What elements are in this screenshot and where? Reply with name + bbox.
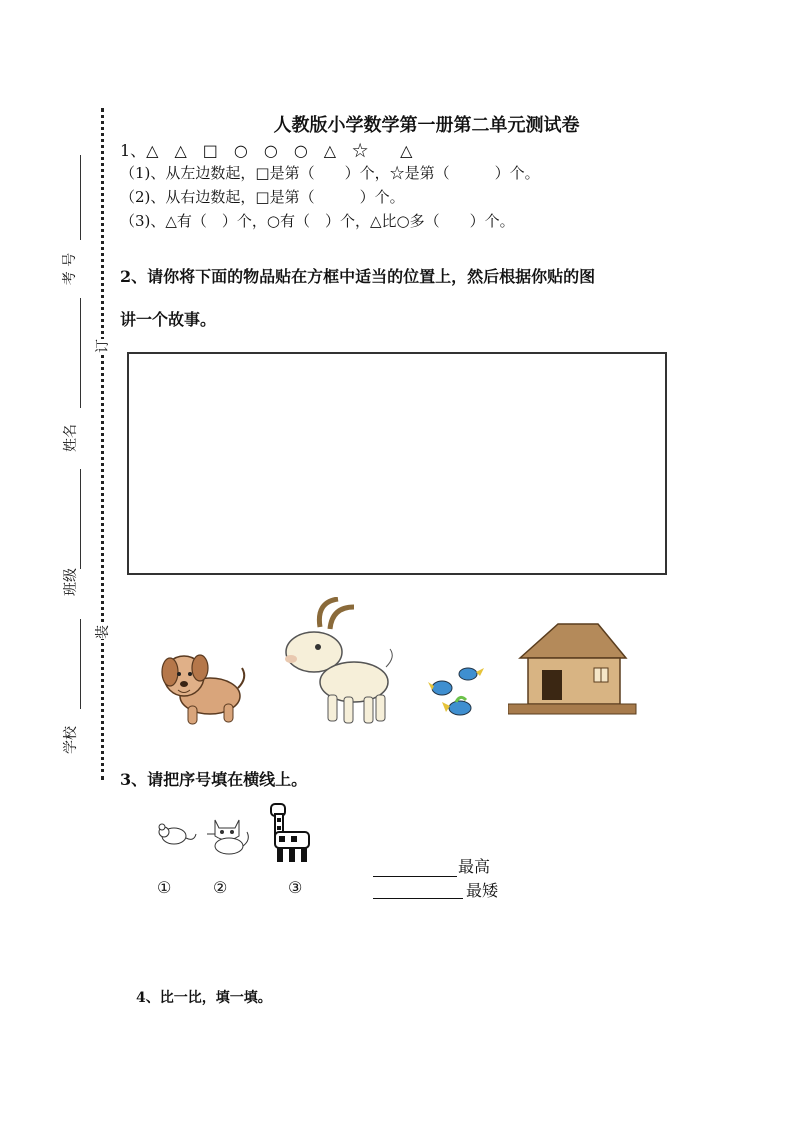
binding-dotted-line (101, 108, 104, 780)
q2-text-line2: 讲一个故事。 (120, 310, 217, 329)
page-title: 人教版小学数学第一册第二单元测试卷 (273, 115, 580, 136)
q1-shapes-line: 1、△ △ □ ○ ○ ○ △ ☆ △ (120, 141, 413, 160)
sticker-frame[interactable] (127, 352, 667, 575)
mouse-icon (152, 820, 198, 848)
margin-class-line (80, 469, 81, 569)
q1-sub2: （2)、从右边数起，□是第（ ）个。 (120, 188, 405, 206)
margin-exam-no-line (80, 155, 81, 240)
q1-sub3: （3)、△有（ ）个，○有（ ）个，△比○多（ ）个。 (120, 212, 515, 230)
q4-title: 4、比一比，填一填。 (136, 990, 272, 1006)
q3-number-2: ② (213, 878, 228, 897)
margin-name-line (80, 298, 81, 408)
tallest-label: 最高 (458, 857, 491, 876)
binding-zhuang-mark: 装 (92, 625, 112, 639)
q1-sub1: （1)、从左边数起，□是第（ ）个，☆是第（ ）个。 (120, 164, 540, 182)
birds-icon[interactable] (426, 660, 488, 728)
giraffe-icon (267, 800, 315, 864)
q3-number-3: ③ (288, 878, 303, 897)
shortest-label: 最矮 (466, 881, 499, 900)
dog-icon[interactable] (152, 638, 252, 728)
tallest-answer-blank[interactable] (373, 858, 457, 877)
binding-ding-mark: 订 (92, 339, 112, 353)
q3-title: 3、请把序号填在横线上。 (120, 770, 308, 789)
cat-icon (205, 812, 253, 856)
shortest-answer-blank[interactable] (373, 880, 463, 899)
q3-number-1: ① (157, 878, 172, 897)
margin-school-line (80, 619, 81, 709)
margin-exam-no-label: 考 号 (62, 252, 79, 286)
goat-icon[interactable] (276, 597, 400, 727)
house-icon[interactable] (508, 620, 640, 720)
margin-name-label: 姓名 (63, 424, 79, 452)
q2-text-line1: 2、请你将下面的物品贴在方框中适当的位置上，然后根据你贴的图 (120, 267, 596, 286)
margin-class-label: 班级 (63, 568, 79, 596)
margin-school-label: 学校 (63, 726, 79, 754)
